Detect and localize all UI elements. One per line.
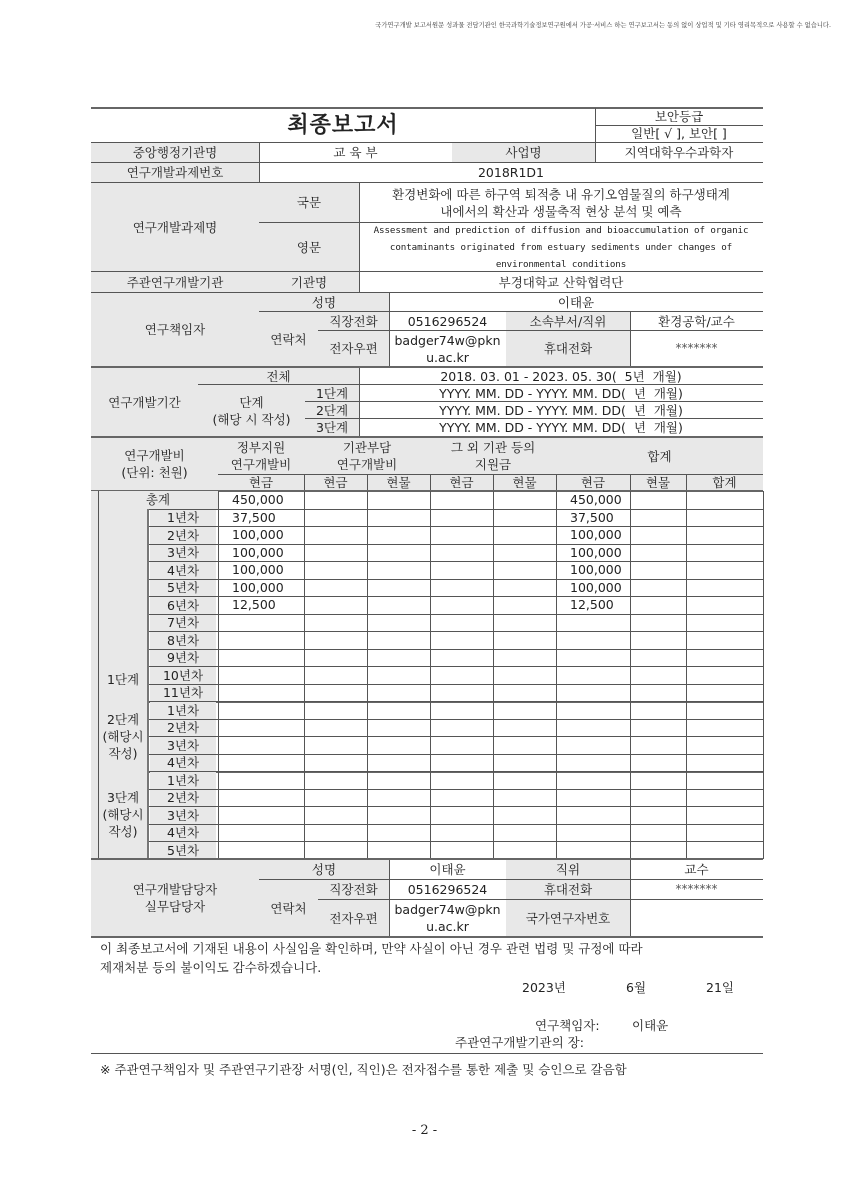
english-title-value: Assessment and prediction of diffusion and bioaccumulation of organic contaminants originated from estuary sediments under changes of environmental conditions <box>373 224 749 270</box>
budget-cell <box>630 544 686 562</box>
staff-name-value: 이태윤 <box>429 862 466 877</box>
budget-cell <box>430 631 493 649</box>
period-stage3-label: 3단계 <box>305 419 359 436</box>
budget-cell <box>493 806 556 824</box>
budget-cell <box>367 544 430 562</box>
budget-cell <box>630 666 686 684</box>
budget-year-label: 4년차 <box>150 825 216 842</box>
pi-office-phone-label: 직장전화 <box>318 312 389 330</box>
budget-cell <box>493 631 556 649</box>
budget-year-label: 2년차 <box>150 720 216 737</box>
budget-cell <box>686 719 763 737</box>
budget-cell <box>430 526 493 544</box>
head-signature-label: 주관연구개발기관의 장: <box>455 1035 584 1050</box>
budget-cell <box>686 771 763 789</box>
budget-cell <box>304 719 367 737</box>
staff-office-phone-value: 0516296524 <box>407 882 488 897</box>
budget-cell <box>304 579 367 597</box>
budget-cell <box>630 509 686 527</box>
budget-total-cell <box>686 491 763 509</box>
budget-cell: 100,000 <box>232 544 284 560</box>
budget-cell <box>493 526 556 544</box>
budget-cell <box>556 841 630 859</box>
budget-cell <box>686 614 763 632</box>
budget-cell <box>367 824 430 842</box>
budget-cell <box>218 806 304 824</box>
budget-cell <box>218 614 304 632</box>
budget-cell <box>218 754 304 772</box>
host-name-label: 기관명 <box>259 272 359 292</box>
budget-cell <box>367 806 430 824</box>
budget-subheader: 현금 <box>218 475 304 490</box>
budget-cell <box>493 719 556 737</box>
budget-year-label: 1년차 <box>150 510 216 527</box>
budget-cell <box>630 736 686 754</box>
pi-contact-label: 연락처 <box>259 312 318 366</box>
staff-mobile-value: ******* <box>675 882 718 896</box>
budget-year-label: 6년차 <box>150 597 216 614</box>
program-label: 사업명 <box>452 143 595 162</box>
budget-cell <box>556 771 630 789</box>
pi-dept-value: 환경공학/교수 <box>658 313 735 329</box>
period-label: 연구개발기간 <box>91 368 198 436</box>
pi-name-value: 이태윤 <box>557 294 595 310</box>
pi-name-label: 성명 <box>259 293 389 311</box>
copyright-notice: 국가연구개발 보고서원문 성과물 전담기관인 한국과학기술정보연구원에서 가공·서비스 하는 연구보고서는 동의 없이 상업적 및 기타 영리목적으로 사용할 수 없습니다. <box>375 22 831 29</box>
budget-cell <box>686 509 763 527</box>
host-name-value: 부경대학교 산학협력단 <box>498 274 624 290</box>
budget-cell: 100,000 <box>570 527 622 543</box>
period-stage2-value: YYYY. MM. DD - YYYY. MM. DD( 년 개월) <box>439 402 683 418</box>
budget-cell <box>218 771 304 789</box>
budget-subheader: 현금 <box>304 475 367 490</box>
budget-total-cell <box>367 491 430 509</box>
budget-year-label: 1년차 <box>150 702 216 719</box>
budget-cell: 12,500 <box>232 597 276 613</box>
staff-email-value: badger74w@pkn u.ac.kr <box>394 902 501 934</box>
host-label: 주관연구개발기관 <box>91 272 259 292</box>
budget-cell <box>304 649 367 667</box>
budget-cell <box>493 614 556 632</box>
budget-cell <box>686 841 763 859</box>
budget-year-label: 4년차 <box>150 755 216 772</box>
budget-cell <box>630 701 686 719</box>
budget-subheader: 현물 <box>367 475 430 490</box>
budget-cell <box>367 684 430 702</box>
budget-cell <box>630 579 686 597</box>
budget-year-label: 8년차 <box>150 632 216 649</box>
budget-cell <box>686 684 763 702</box>
budget-year-label: 5년차 <box>150 580 216 597</box>
budget-cell <box>493 509 556 527</box>
budget-group-other: 그 외 기관 등의 지원금 <box>430 438 556 474</box>
budget-cell <box>493 824 556 842</box>
staff-researcher-no-value <box>630 900 763 936</box>
staff-name-label: 성명 <box>259 860 389 879</box>
budget-cell <box>430 719 493 737</box>
korean-title-label: 국문 <box>259 183 359 222</box>
budget-cell <box>367 614 430 632</box>
budget-cell <box>430 754 493 772</box>
budget-cell <box>630 719 686 737</box>
budget-cell: 100,000 <box>232 562 284 578</box>
budget-cell <box>430 684 493 702</box>
budget-cell: 100,000 <box>570 544 622 560</box>
english-title-label: 영문 <box>259 223 359 271</box>
budget-cell <box>367 561 430 579</box>
budget-cell <box>556 736 630 754</box>
budget-cell <box>430 561 493 579</box>
pi-email-value: badger74w@pkn u.ac.kr <box>394 332 501 365</box>
budget-cell <box>556 631 630 649</box>
budget-cell <box>493 666 556 684</box>
budget-cell <box>367 771 430 789</box>
budget-cell <box>630 824 686 842</box>
date-month: 6월 <box>626 980 647 995</box>
date-year: 2023년 <box>522 980 566 995</box>
budget-cell <box>304 824 367 842</box>
project-no-value: 2018R1D1 <box>477 165 545 180</box>
budget-cell <box>686 701 763 719</box>
budget-cell <box>630 684 686 702</box>
budget-cell <box>218 736 304 754</box>
budget-cell <box>630 771 686 789</box>
budget-cell <box>630 806 686 824</box>
budget-year-label: 3년차 <box>150 545 216 562</box>
agency-label: 중앙행정기관명 <box>91 143 259 162</box>
budget-cell <box>218 789 304 807</box>
budget-cell <box>367 596 430 614</box>
budget-cell <box>304 631 367 649</box>
budget-total-cell: 450,000 <box>570 492 622 508</box>
budget-cell: 100,000 <box>232 527 284 543</box>
budget-cell <box>304 841 367 859</box>
budget-cell <box>430 771 493 789</box>
security-level-label: 보안등급 <box>654 109 704 124</box>
budget-cell <box>304 561 367 579</box>
budget-cell <box>493 789 556 807</box>
budget-cell <box>367 666 430 684</box>
budget-subheader: 현금 <box>430 475 493 490</box>
budget-cell <box>630 649 686 667</box>
budget-cell <box>430 701 493 719</box>
budget-cell <box>630 754 686 772</box>
budget-cell <box>686 631 763 649</box>
budget-cell <box>304 771 367 789</box>
budget-cell <box>367 509 430 527</box>
budget-cell <box>304 544 367 562</box>
budget-cell <box>630 561 686 579</box>
pi-label: 연구책임자 <box>91 293 259 366</box>
budget-cell <box>430 544 493 562</box>
budget-year-label: 2년차 <box>150 790 216 807</box>
budget-stage3-label: 3단계 (해당시 작성) <box>98 771 148 859</box>
budget-cell <box>218 841 304 859</box>
budget-cell <box>304 789 367 807</box>
budget-year-label: 2년차 <box>150 527 216 544</box>
budget-cell <box>493 754 556 772</box>
budget-cell <box>556 684 630 702</box>
budget-cell <box>430 649 493 667</box>
budget-cell <box>493 561 556 579</box>
declaration-text: 이 최종보고서에 기재된 내용이 사실임을 확인하며, 만약 사실이 아닌 경우 관련 법령 및 규정에 따라 제재처분 등의 불이익도 감수하겠습니다. <box>100 941 643 975</box>
budget-year-label: 11년차 <box>150 685 216 702</box>
footnote: ※ 주관연구책임자 및 주관연구기관장 서명(인, 직인)은 전자접수를 통한 제출 및 승인으로 갈음함 <box>100 1062 627 1077</box>
budget-cell <box>367 754 430 772</box>
budget-cell <box>304 806 367 824</box>
budget-cell <box>686 806 763 824</box>
budget-year-label: 9년차 <box>150 650 216 667</box>
project-title-label: 연구개발과제명 <box>91 183 259 271</box>
pi-dept-label: 소속부서/직위 <box>506 312 630 330</box>
budget-group-government: 정부지원 연구개발비 <box>218 438 304 474</box>
pi-signature-label: 연구책임자: <box>535 1018 600 1033</box>
budget-year-label: 1년차 <box>150 772 216 789</box>
budget-cell <box>430 596 493 614</box>
budget-cell <box>367 526 430 544</box>
budget-cell <box>218 666 304 684</box>
budget-cell <box>430 736 493 754</box>
budget-cell <box>556 701 630 719</box>
staff-office-phone-label: 직장전화 <box>318 880 389 899</box>
budget-cell <box>218 824 304 842</box>
budget-cell: 37,500 <box>232 509 276 525</box>
budget-cell <box>430 841 493 859</box>
period-stage-label: 단계 (해당 시 작성) <box>198 385 305 436</box>
budget-cell <box>493 579 556 597</box>
budget-stage1-label: 1단계 <box>98 509 148 702</box>
period-total-label: 전체 <box>198 368 359 384</box>
budget-cell <box>493 544 556 562</box>
staff-researcher-no-label: 국가연구자번호 <box>506 900 630 936</box>
budget-cell <box>304 614 367 632</box>
pi-email-label: 전자우편 <box>318 331 389 366</box>
budget-cell <box>430 579 493 597</box>
budget-cell <box>630 841 686 859</box>
budget-total-label: 총계 <box>98 491 218 509</box>
budget-cell <box>304 736 367 754</box>
budget-year-label: 3년차 <box>150 807 216 824</box>
budget-cell <box>430 614 493 632</box>
budget-cell <box>686 649 763 667</box>
budget-cell <box>556 649 630 667</box>
budget-cell <box>630 789 686 807</box>
period-stage2-label: 2단계 <box>305 402 359 418</box>
budget-cell <box>493 649 556 667</box>
budget-cell <box>630 596 686 614</box>
budget-total-cell: 450,000 <box>232 492 284 508</box>
budget-cell <box>686 596 763 614</box>
budget-cell <box>686 824 763 842</box>
period-stage3-value: YYYY. MM. DD - YYYY. MM. DD( 년 개월) <box>439 420 683 435</box>
budget-cell <box>556 806 630 824</box>
budget-cell <box>686 789 763 807</box>
budget-cell <box>218 719 304 737</box>
period-stage1-value: YYYY. MM. DD - YYYY. MM. DD( 년 개월) <box>439 385 683 401</box>
staff-position-label: 직위 <box>506 860 630 879</box>
budget-cell <box>686 736 763 754</box>
budget-cell <box>556 789 630 807</box>
staff-position-value: 교수 <box>684 862 709 877</box>
staff-email-label: 전자우편 <box>318 900 389 936</box>
budget-cell <box>218 649 304 667</box>
budget-cell <box>304 666 367 684</box>
budget-cell <box>686 544 763 562</box>
budget-cell <box>686 526 763 544</box>
date-day: 21일 <box>706 980 734 995</box>
budget-cell: 12,500 <box>570 597 614 613</box>
budget-total-cell <box>304 491 367 509</box>
budget-cell <box>493 701 556 719</box>
budget-cell <box>367 701 430 719</box>
budget-year-label: 4년차 <box>150 562 216 579</box>
budget-total-cell <box>630 491 686 509</box>
budget-cell <box>367 579 430 597</box>
budget-cell <box>367 736 430 754</box>
budget-subheader: 현금 <box>556 475 630 490</box>
budget-cell <box>686 579 763 597</box>
budget-cell <box>686 666 763 684</box>
budget-cell <box>367 841 430 859</box>
budget-cell <box>367 631 430 649</box>
page-number: - 2 - <box>411 1123 438 1138</box>
budget-cell <box>493 736 556 754</box>
budget-cell <box>304 596 367 614</box>
budget-cell <box>630 631 686 649</box>
budget-cell <box>556 666 630 684</box>
project-no-label: 연구개발과제번호 <box>91 163 259 182</box>
budget-cell <box>630 526 686 544</box>
page-title: 최종보고서 <box>287 112 399 138</box>
period-total-value: 2018. 03. 01 - 2023. 05. 30( 5년 개월) <box>440 368 682 384</box>
budget-subheader: 현물 <box>630 475 686 490</box>
budget-cell: 100,000 <box>570 562 622 578</box>
budget-cell <box>493 596 556 614</box>
budget-cell <box>304 701 367 719</box>
budget-cell <box>430 824 493 842</box>
budget-cell: 100,000 <box>232 579 284 595</box>
budget-cell <box>630 614 686 632</box>
budget-cell <box>430 789 493 807</box>
budget-cell <box>430 666 493 684</box>
budget-cell <box>304 509 367 527</box>
budget-group-institution: 기관부담 연구개발비 <box>304 438 430 474</box>
budget-group-total: 합계 <box>556 438 763 474</box>
budget-cell <box>218 684 304 702</box>
budget-cell <box>304 684 367 702</box>
budget-cell <box>430 806 493 824</box>
budget-year-label: 3년차 <box>150 737 216 754</box>
budget-cell: 37,500 <box>570 509 614 525</box>
korean-title-value: 환경변화에 따른 하구역 퇴적층 내 유기오염물질의 하구생태계 내에서의 확산과 생물축적 현상 분석 및 예측 <box>392 186 730 219</box>
budget-cell <box>304 754 367 772</box>
budget-year-label: 5년차 <box>150 842 216 859</box>
pi-office-phone-value: 0516296524 <box>407 313 488 329</box>
pi-signature-value: 이태윤 <box>632 1018 669 1033</box>
budget-cell <box>556 614 630 632</box>
budget-cell <box>556 824 630 842</box>
budget-total-cell <box>493 491 556 509</box>
budget-cell <box>367 649 430 667</box>
budget-cell <box>218 631 304 649</box>
budget-cell <box>493 771 556 789</box>
program-value: 지역대학우수과학자 <box>624 145 734 160</box>
pi-mobile-value: ******* <box>675 341 718 355</box>
budget-year-label: 7년차 <box>150 615 216 632</box>
budget-cell <box>367 789 430 807</box>
budget-cell <box>686 561 763 579</box>
staff-label: 연구개발담당자 실무담당자 <box>91 860 259 936</box>
staff-mobile-label: 휴대전화 <box>506 880 630 899</box>
budget-total-cell <box>430 491 493 509</box>
budget-stage2-label: 2단계 (해당시 작성) <box>98 701 148 771</box>
budget-cell: 100,000 <box>570 579 622 595</box>
budget-cell <box>367 719 430 737</box>
budget-year-label: 10년차 <box>150 667 216 684</box>
period-stage1-label: 1단계 <box>305 385 359 401</box>
budget-cell <box>304 526 367 544</box>
budget-cell <box>430 509 493 527</box>
budget-subheader: 현물 <box>493 475 556 490</box>
budget-cell <box>493 684 556 702</box>
budget-cell <box>556 754 630 772</box>
security-level-value: 일반[ √ ], 보안[ ] <box>631 126 727 141</box>
budget-cell <box>686 754 763 772</box>
budget-cell <box>493 841 556 859</box>
staff-contact-label: 연락처 <box>259 880 318 936</box>
budget-cell <box>556 719 630 737</box>
agency-value: 교 육 부 <box>333 145 378 160</box>
budget-subheader: 합계 <box>686 475 763 490</box>
pi-mobile-label: 휴대전화 <box>506 331 630 366</box>
budget-label: 연구개발비 (단위: 천원) <box>91 438 218 490</box>
budget-cell <box>218 701 304 719</box>
